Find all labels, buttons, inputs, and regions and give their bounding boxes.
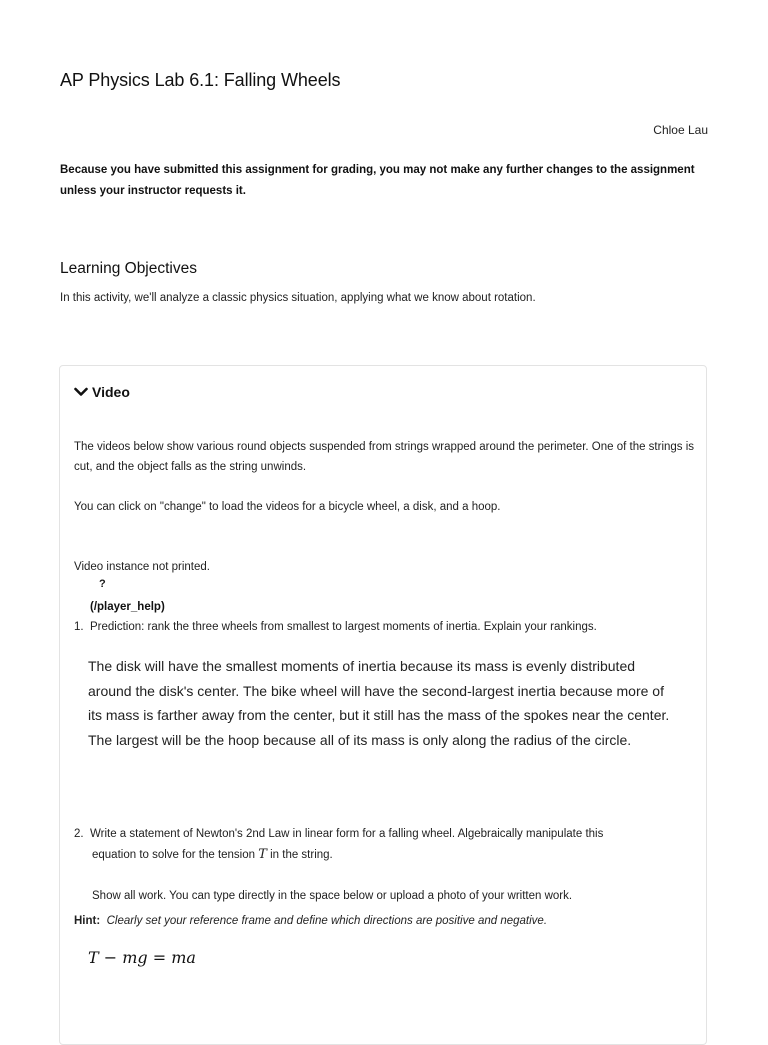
change-note-text: You can click on "change" to load the videos for a bicycle wheel, a disk, and a hoop. <box>74 501 501 513</box>
chevron-down-icon <box>74 387 88 397</box>
player-help-link[interactable]: (/player_help) <box>90 601 165 613</box>
video-section-toggle[interactable] <box>74 384 130 400</box>
question-2-answer-math[interactable]: T − mg = ma <box>88 948 196 967</box>
author-name: Chloe Lau <box>653 123 708 137</box>
hint-row <box>74 911 547 931</box>
player-help-icon[interactable]: ? <box>99 578 106 590</box>
question-prompt: Write a statement of Newton's 2nd Law in linear form for a falling wheel. Algebraically manipulate this <box>89 828 604 840</box>
question-2 <box>74 824 694 844</box>
question-number: 2. <box>74 828 84 840</box>
learning-objectives-text: In this activity, we'll analyze a classic physics situation, applying what we know about rotation. <box>60 292 536 304</box>
question-2-line2 <box>92 845 333 865</box>
tension-variable: T <box>258 847 267 862</box>
question-1-answer[interactable]: The disk will have the smallest moments of inertia because its mass is evenly distributed around the disk's center. The bike wheel will have the second-largest inertia because more of its mass is farther away from the center, but it still has the mass of the spokes near the center. The largest will be the hoop because all of its mass is only along the radius of the circle. <box>88 658 670 748</box>
learning-objectives-heading: Learning Objectives <box>60 260 197 277</box>
question-prompt-part: equation to solve for the tension <box>92 849 256 861</box>
question-number: 1. <box>74 621 84 633</box>
hint-text: Clearly set your reference frame and define which directions are positive and negative. <box>106 915 548 927</box>
page-title: AP Physics Lab 6.1: Falling Wheels <box>60 70 341 90</box>
question-2-instructions: Show all work. You can type directly in the space below or upload a photo of your written work. <box>92 890 573 902</box>
submission-notice: Because you have submitted this assignment for grading, you may not make any further changes to the assignment unless your instructor requests it. <box>60 164 695 197</box>
question-1 <box>74 617 597 637</box>
hint-label: Hint: <box>74 915 101 927</box>
video-section-label: Video <box>92 384 130 400</box>
question-prompt: Prediction: rank the three wheels from smallest to largest moments of inertia. Explain your rankings. <box>89 621 597 633</box>
question-prompt-part: in the string. <box>270 849 333 861</box>
video-status-text: Video instance not printed. <box>74 561 210 573</box>
video-intro-text: The videos below show various round objects suspended from strings wrapped around the perimeter. One of the strings is cut, and the object falls as the string unwinds. <box>74 441 695 473</box>
